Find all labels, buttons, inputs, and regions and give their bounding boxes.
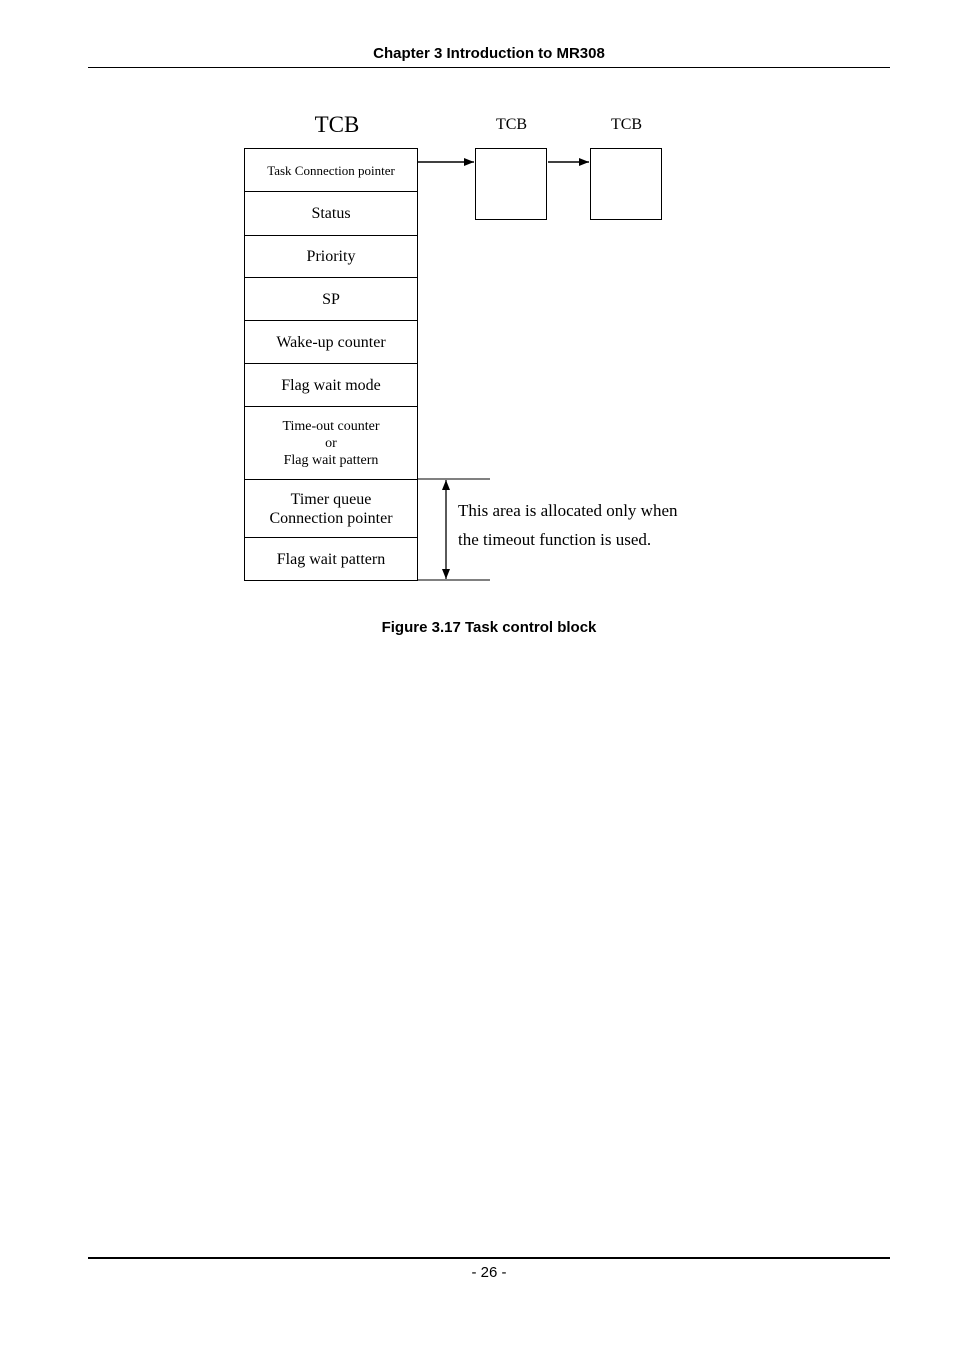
timeout-area-note — [458, 496, 678, 554]
field-label-line: Connection pointer — [269, 509, 393, 527]
field-label-line: Flag wait pattern — [283, 452, 379, 468]
field-label: Flag wait pattern — [276, 550, 386, 568]
note-line: the timeout function is used. — [458, 530, 652, 549]
field-label: Task Connection pointer — [267, 162, 395, 178]
footer-rule — [88, 1257, 890, 1259]
tcb-linked-label-1: TCB — [495, 116, 528, 133]
figure-caption: Figure 3.17 Task control block — [381, 619, 597, 636]
field-label: Priority — [306, 248, 356, 265]
note-line: This area is allocated only when — [458, 501, 678, 520]
page-number: - 26 - — [471, 1264, 507, 1281]
field-label: SP — [322, 290, 340, 308]
field-label: Flag wait mode — [281, 376, 381, 394]
field-label: Status — [311, 205, 351, 222]
field-label-line: Timer queue — [290, 490, 372, 508]
page-header-title: Chapter 3 Introduction to MR308 — [373, 45, 605, 62]
field-label-line: Time-out counter — [282, 418, 380, 434]
field-label-line: or — [325, 435, 337, 451]
tcb-main-label: TCB — [314, 112, 360, 137]
tcb-linked-label-2: TCB — [610, 116, 643, 133]
field-label: Wake-up counter — [276, 333, 386, 351]
